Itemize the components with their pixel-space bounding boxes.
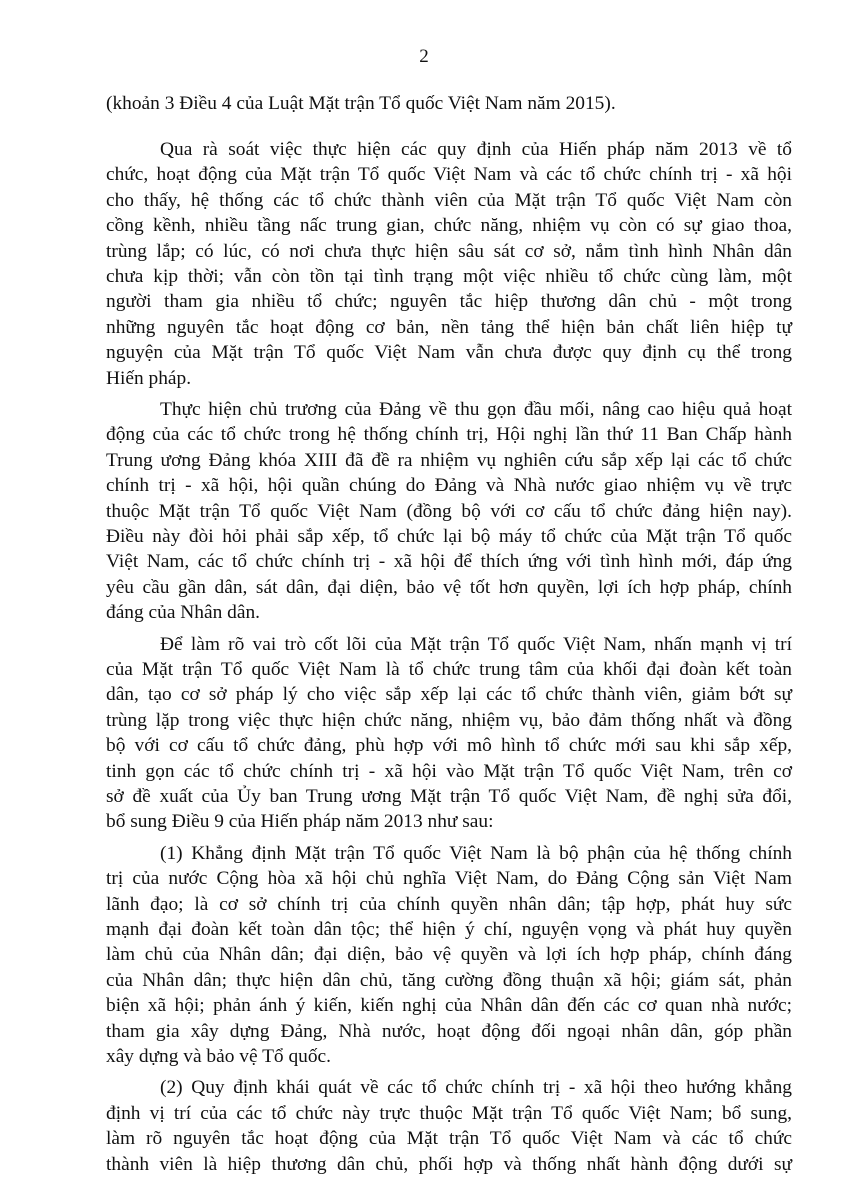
text-line: trị của nước Cộng hòa xã hội chủ nghĩa Việt Nam, do Đảng Cộng sản Việt Nam — [106, 868, 792, 890]
text-line: tham gia xây dựng Đảng, Nhà nước, hoạt động đối ngoại nhân dân, góp phần — [106, 1020, 792, 1042]
text-line: thành viên là hiệp thương dân chủ, phối hợp và thống nhất hành động dưới sự — [106, 1153, 792, 1175]
paragraph-first-line: (1) Khẳng định Mặt trận Tổ quốc Việt Nam là bộ phận của hệ thống chính — [160, 842, 792, 864]
paragraph-first-line: Thực hiện chủ trương của Đảng về thu gọn đầu mối, nâng cao hiệu quả hoạt — [160, 399, 792, 420]
text-line: của Nhân dân; thực hiện dân chủ, tăng cường đồng thuận xã hội; giám sát, phản — [106, 969, 792, 991]
text-line: tinh gọn các tổ chức chính trị - xã hội vào Mặt trận Tổ quốc Việt Nam, trên cơ — [106, 760, 792, 782]
paragraph-first-line: Qua rà soát việc thực hiện các quy định của Hiến pháp năm 2013 về tổ — [160, 139, 792, 160]
text-line: chức, hoạt động của Mặt trận Tổ quốc Việt Nam và các tổ chức chính trị - xã hội — [106, 164, 792, 186]
text-line: Trung ương Đảng khóa XIII đã đề ra nhiệm vụ nghiên cứu sắp xếp lại các tổ chức — [106, 449, 792, 471]
text-line: lãnh đạo; là cơ sở chính trị của chính quyền nhân dân; tập hợp, phát huy sức — [106, 893, 792, 915]
text-line: bộ với cơ cấu tổ chức đảng, phù hợp với mô hình tổ chức mới sau khi sắp xếp, — [106, 735, 792, 757]
text-line: mạnh đại đoàn kết toàn dân tộc; thể hiện ý chí, nguyện vọng và phát huy quyền — [106, 919, 792, 940]
text-line: Việt Nam, các tổ chức chính trị - xã hội để thích ứng với tình hình mới, đáp ứng — [106, 551, 792, 573]
text-line: những nguyên tắc hoạt động cơ bản, nền tảng thể hiện bản chất liên hiệp tự — [106, 316, 792, 338]
paragraph-last-line: đáng của Nhân dân. — [106, 602, 260, 624]
text-line: sở đề xuất của Ủy ban Trung ương Mặt trận Tổ quốc Việt Nam, đề nghị sửa đổi, — [106, 786, 792, 807]
text-line: yêu cầu gần dân, sát dân, đại diện, bảo vệ tốt hơn quyền, lợi ích hợp pháp, chính — [106, 576, 792, 598]
text-line: (khoản 3 Điều 4 của Luật Mặt trận Tổ quốc Việt Nam năm 2015). — [106, 93, 616, 114]
text-line: chính trị - xã hội, hội quần chúng do Đảng và Nhà nước giao nhiệm vụ về trực — [106, 475, 792, 497]
paragraph-first-line: (2) Quy định khái quát về các tổ chức chính trị - xã hội theo hướng khẳng — [160, 1077, 792, 1099]
text-line: động của các tổ chức trong hệ thống chính trị, Hội nghị lần thứ 11 Ban Chấp hành — [106, 424, 792, 446]
text-line: nguyện của Mặt trận Tổ quốc Việt Nam vẫn chưa được quy định cụ thể trong — [106, 342, 792, 364]
text-line: trùng lắp; có lúc, có nơi chưa thực hiện sâu sát cơ sở, nắm tình hình Nhân dân — [106, 240, 792, 262]
text-line: làm rõ nguyên tắc hoạt động của Mặt trận Tổ quốc Việt Nam và các tổ chức — [106, 1128, 792, 1150]
paragraph-last-line: Hiến pháp. — [106, 367, 192, 389]
page-number: 2 — [419, 46, 429, 67]
text-line: Điều này đòi hỏi phải sắp xếp, tổ chức lại bộ máy tổ chức của Mặt trận Tổ quốc — [106, 526, 792, 547]
text-line: cho thấy, hệ thống các tổ chức thành viên của Mặt trận Tổ quốc Việt Nam còn — [106, 189, 792, 211]
text-line: chưa kịp thời; vẫn còn tồn tại tình trạng một việc nhiều tổ chức cùng làm, một — [106, 266, 792, 287]
text-line: biện xã hội; phản ánh ý kiến, kiến nghị của Nhân dân đến các cơ quan nhà nước; — [106, 995, 792, 1017]
text-line: của Mặt trận Tổ quốc Việt Nam là tổ chức trung tâm của khối đại đoàn kết toàn — [106, 659, 792, 680]
paragraph-last-line: xây dựng và bảo vệ Tổ quốc. — [106, 1046, 332, 1067]
text-line: cồng kềnh, nhiều tầng nấc trung gian, chức năng, nhiệm vụ còn có sự giao thoa, — [106, 215, 792, 237]
text-line: trùng lặp trong việc thực hiện chức năng, nhiệm vụ, bảo đảm thống nhất và đồng — [106, 709, 792, 731]
paragraph-last-line: bổ sung Điều 9 của Hiến pháp năm 2013 như sau: — [106, 811, 494, 833]
text-line: dân, tạo cơ sở pháp lý cho việc sắp xếp lại các tổ chức thành viên, giảm bớt sự — [106, 684, 792, 706]
paragraph-first-line: Để làm rõ vai trò cốt lõi của Mặt trận Tổ quốc Việt Nam, nhấn mạnh vị trí — [160, 633, 792, 655]
text-line: người tham gia nhiều tổ chức; nguyên tắc hiệp thương dân chủ - một trong — [106, 291, 792, 313]
text-line: làm chủ của Nhân dân; đại diện, bảo vệ quyền và lợi ích hợp pháp, chính đáng — [106, 944, 792, 966]
text-line: thuộc Mặt trận Tổ quốc Việt Nam (đồng bộ với cơ cấu tổ chức đảng hiện nay). — [106, 500, 792, 522]
text-line: định vị trí của các tổ chức này trực thuộc Mặt trận Tổ quốc Việt Nam; bổ sung, — [106, 1102, 792, 1124]
